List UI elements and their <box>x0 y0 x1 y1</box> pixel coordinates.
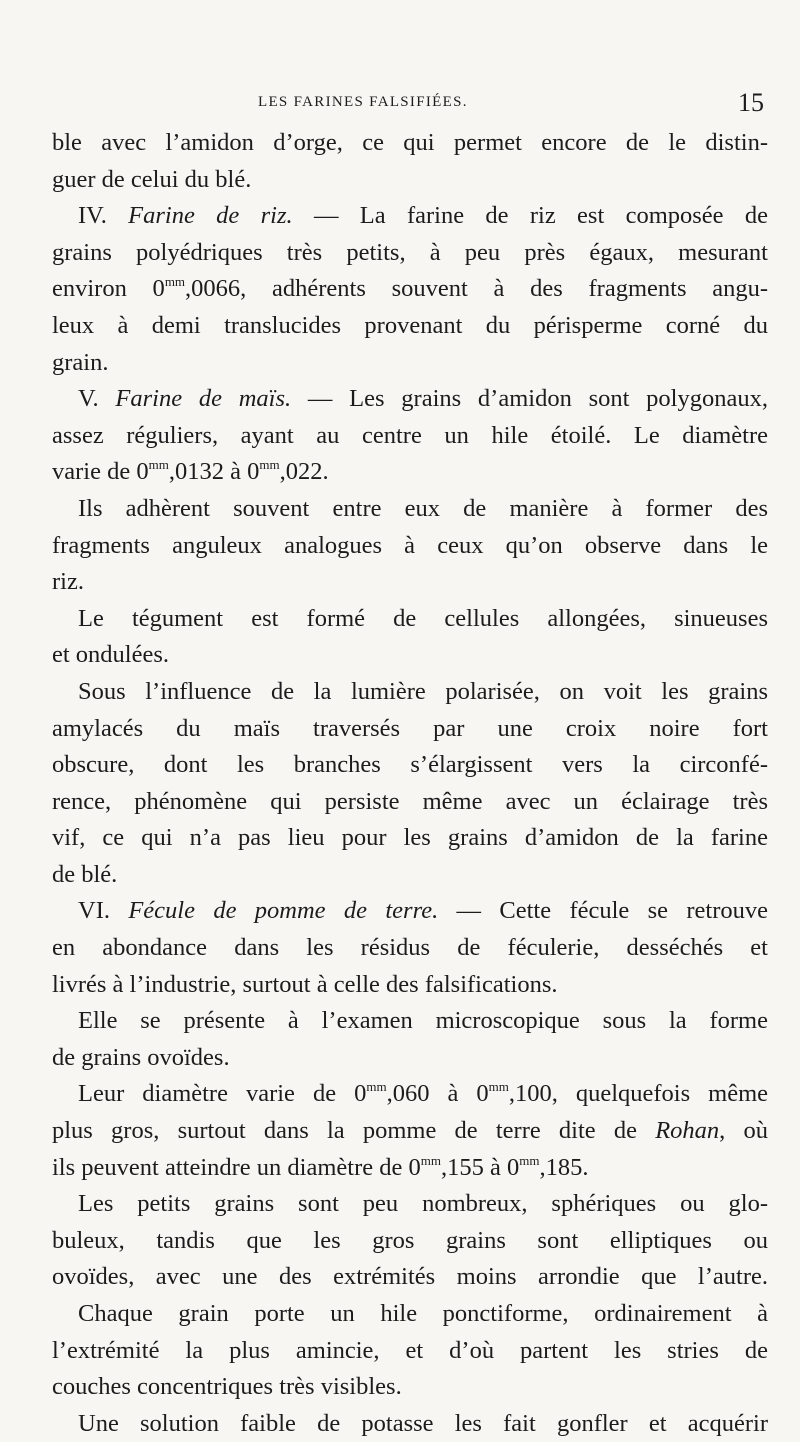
text-line <box>52 454 768 491</box>
text-line <box>52 491 768 528</box>
superscript-unit: mm <box>420 1152 441 1168</box>
text-run: ,155 à 0 <box>440 1153 520 1181</box>
text-line <box>52 1040 768 1077</box>
text-run: — Cette fécule se retrouve <box>438 897 768 925</box>
text-run: grains polyédriques très petits, à peu près égaux, mesurant <box>52 238 768 266</box>
superscript-unit: mm <box>148 457 169 473</box>
text-run: VI. <box>78 897 129 925</box>
running-head <box>0 88 800 118</box>
text-run: ,0132 à 0 <box>168 458 260 486</box>
text-run: fragments anguleux analogues à ceux qu’on observe dans le <box>52 531 768 559</box>
text-run: — La farine de riz est composée de <box>292 202 768 230</box>
text-run: livrés à l’industrie, surtout à celle des falsifications. <box>52 970 558 998</box>
text-line <box>52 162 768 199</box>
text-line <box>52 1003 768 1040</box>
text-line <box>52 564 768 601</box>
text-run: Chaque grain porte un hile ponctiforme, ordinairement à <box>78 1300 768 1327</box>
text-run: obscure, dont les branches s’élargissent vers la circonfé- <box>52 751 768 779</box>
text-line <box>52 601 768 638</box>
text-run: ,100, quelquefois même <box>508 1080 768 1108</box>
italic-run: Farine de riz. <box>128 202 293 230</box>
text-line <box>52 857 768 894</box>
superscript-unit: mm <box>519 1152 540 1168</box>
text-line <box>52 271 768 308</box>
text-run: rence, phénomène qui persiste même avec un éclairage très <box>52 787 768 815</box>
text-run: et ondulées. <box>52 641 170 669</box>
text-line <box>52 674 768 711</box>
text-run: Sous l’influence de la lumière polarisée, on voit les grains <box>78 677 768 705</box>
text-run: — Les grains d’amidon sont polygonaux, <box>291 385 768 413</box>
text-line <box>52 1259 768 1296</box>
text-run: ,0066, adhérents souvent à des fragments angu- <box>185 275 768 303</box>
text-line <box>52 125 768 162</box>
text-run: Ils adhèrent souvent entre eux de manière à former des <box>78 494 768 522</box>
text-run: ,185. <box>539 1153 589 1181</box>
text-run: vif, ce qui n’a pas lieu pour les grains d’amidon de la farine <box>52 824 768 852</box>
text-run: ils peuvent atteindre un diamètre de 0 <box>52 1153 421 1181</box>
text-run: Elle se présente à l’examen microscopique sous la forme <box>78 1007 768 1035</box>
text-line <box>52 308 768 345</box>
superscript-unit: mm <box>164 274 186 290</box>
text-run: en abondance dans les résidus de féculerie, desséchés et <box>52 934 768 962</box>
italic-run: Farine de maïs. <box>115 385 292 413</box>
running-title: LES FARINES FALSIFIÉES. <box>258 94 468 110</box>
text-run: Le tégument est formé de cellules allongées, sinueuses <box>78 604 768 632</box>
text-line <box>52 893 768 930</box>
italic-run: Fécule de pomme de terre. <box>128 897 439 925</box>
text-run: Les petits grains sont peu nombreux, sphériques ou glo- <box>78 1190 768 1218</box>
text-line <box>52 528 768 565</box>
text-run: ,060 à 0 <box>386 1080 489 1108</box>
text-run: l’extrémité la plus amincie, et d’où partent les stries de <box>52 1336 768 1364</box>
text-run: plus gros, surtout dans la pomme de terre dite de <box>52 1117 656 1145</box>
text-run: grain. <box>52 348 109 376</box>
text-run: , où <box>719 1117 769 1145</box>
text-line <box>52 418 768 455</box>
text-line <box>52 1296 768 1333</box>
superscript-unit: mm <box>488 1079 509 1095</box>
italic-run: Rohan <box>655 1117 720 1145</box>
text-run: Leur diamètre varie de 0 <box>78 1080 367 1108</box>
text-run: amylacés du maïs traversés par une croix noire fort <box>52 714 768 742</box>
text-line <box>52 820 768 857</box>
text-run: leux à demi translucides provenant du périsperme corné du <box>52 311 768 339</box>
text-run: V. <box>78 385 116 413</box>
text-run: assez réguliers, ayant au centre un hile étoilé. Le diamètre <box>52 421 768 449</box>
text-run: ovoïdes, avec une des extrémités moins arrondie que l’autre. <box>52 1263 768 1291</box>
text-line <box>52 381 768 418</box>
text-run: environ 0 <box>52 275 165 303</box>
text-line <box>52 747 768 784</box>
superscript-unit: mm <box>259 457 280 473</box>
superscript-unit: mm <box>366 1079 387 1095</box>
text-line <box>52 711 768 748</box>
text-line <box>52 1223 768 1260</box>
text-run: Une solution faible de potasse les fait gonfler et acquérir <box>78 1409 768 1437</box>
text-run: IV. <box>78 202 129 230</box>
text-line <box>52 1113 768 1150</box>
text-run: guer de celui du blé. <box>52 165 252 193</box>
text-line <box>52 1406 768 1442</box>
body-text <box>52 125 768 1442</box>
text-run: buleux, tandis que les gros grains sont elliptiques ou <box>52 1226 768 1254</box>
text-line <box>52 1150 768 1187</box>
text-line <box>52 1186 768 1223</box>
text-line <box>52 1333 768 1370</box>
text-run: ,022. <box>279 458 329 486</box>
text-run: riz. <box>52 568 84 596</box>
text-line <box>52 345 768 382</box>
text-line <box>52 930 768 967</box>
text-line <box>52 1369 768 1406</box>
text-line <box>52 637 768 674</box>
page-number: 15 <box>738 88 764 117</box>
text-line <box>52 198 768 235</box>
text-run: ble avec l’amidon d’orge, ce qui permet encore de le distin- <box>52 129 768 156</box>
text-run: varie de 0 <box>52 458 149 486</box>
text-line <box>52 1076 768 1113</box>
text-line <box>52 967 768 1004</box>
text-run: de grains ovoïdes. <box>52 1043 230 1071</box>
text-run: de blé. <box>52 860 118 888</box>
text-line <box>52 235 768 272</box>
text-line <box>52 784 768 821</box>
text-run: couches concentriques très visibles. <box>52 1373 402 1401</box>
